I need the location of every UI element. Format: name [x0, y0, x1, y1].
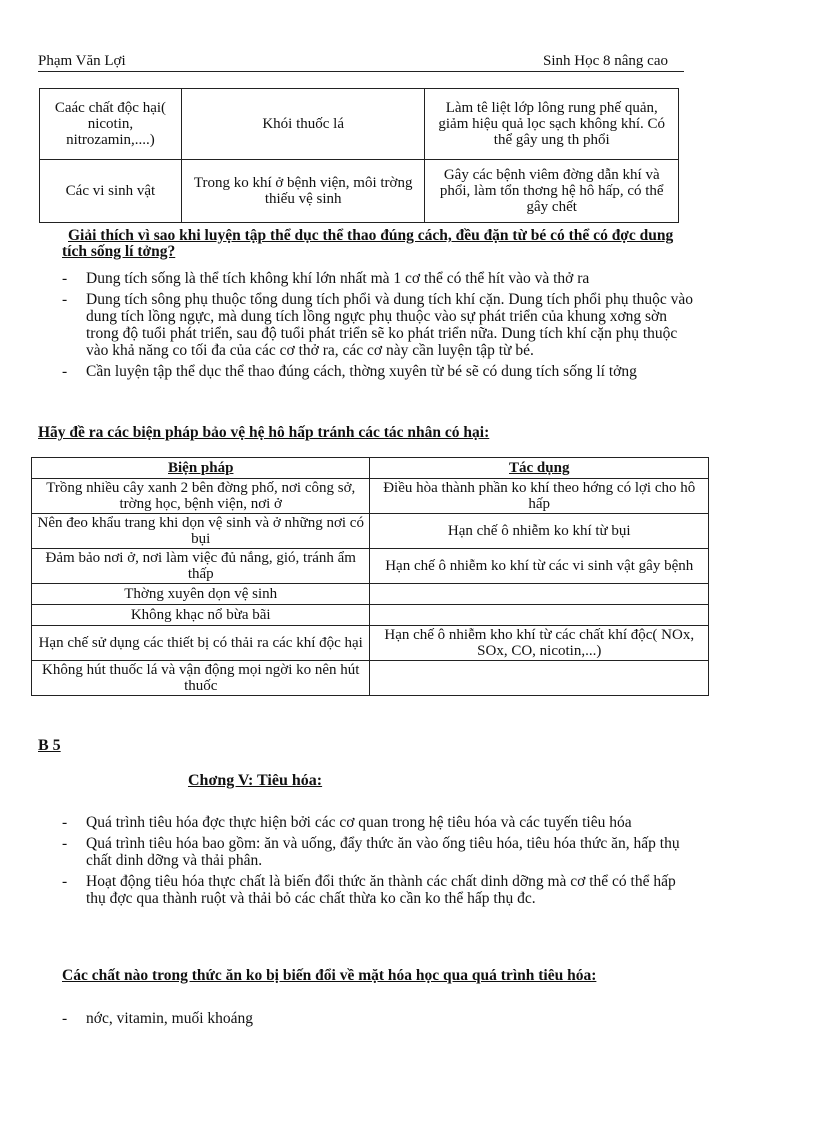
list-item-text: Quá trình tiêu hóa đợc thực hiện bởi các cơ quan trong hệ tiêu hóa và các tuyến tiêu hóa	[86, 814, 632, 831]
table-cell: Làm tê liệt lớp lông rung phế quản, giảm hiệu quả lọc sạch không khí. Có thể gây ung th phổi	[425, 89, 679, 160]
table-cell: Điều hòa thành phần ko khí theo hớng có lợi cho hô hấp	[370, 479, 709, 514]
table-cell: Trồng nhiều cây xanh 2 bên đờng phố, nơi công sở, trờng học, bệnh viện, nơi ở	[32, 479, 370, 514]
bullet-dash: -	[62, 814, 68, 831]
bullet-dash: -	[62, 873, 68, 890]
list-item-text: Dung tích sông phụ thuộc tổng dung tích phổi và dung tích khí cặn. Dung tích phổi phụ thuộc vào dung tích lồng ngực, mà dung tích lồng ngực phụ thuộc vào sự phát triển của khung xơng sờn trong độ tuổi phát triển, sau độ tuổi phát triển sẽ ko phát triển nữa. Dung tích khí cặn phụ thuộc vào khả năng co tối đa của các cơ thở ra, các cơ này cần luyện tập từ bé.	[86, 291, 694, 359]
table-cell: Hạn chế ô nhiễm ko khí từ bụi	[370, 514, 709, 549]
list-item-text: Hoạt động tiêu hóa thực chất là biến đổi thức ăn thành các chất dinh dỡng mà cơ thể có thể hấp thụ đợc qua thành ruột và thải bỏ các chất thừa ko cần ko thể hấp thụ đc.	[86, 873, 676, 907]
column-header: Biện pháp	[32, 458, 370, 479]
table-cell: Thờng xuyên dọn vệ sinh	[32, 584, 370, 605]
list-item-text: Cần luyện tập thể dục thể thao đúng cách, thờng xuyên từ bé sẽ có dung tích sống lí tởng	[86, 363, 637, 380]
unchanged-list	[38, 1010, 698, 1031]
table-cell: Các vi sinh vật	[40, 160, 182, 223]
bullet-dash: -	[62, 835, 68, 852]
list-item-text: nớc, vitamin, muối khoáng	[86, 1010, 254, 1027]
table-row	[32, 584, 709, 605]
table-cell: Đảm bảo nơi ở, nơi làm việc đủ nắng, gió, tránh ẩm thấp	[32, 549, 370, 584]
list-item	[38, 814, 698, 831]
table-header-row	[32, 458, 709, 479]
list-item	[38, 1010, 698, 1027]
table-cell	[370, 661, 709, 696]
table-cell: Không hút thuốc lá và vận động mọi ngời ko nên hút thuốc	[32, 661, 370, 696]
table-cell	[370, 584, 709, 605]
bullet-dash: -	[62, 1010, 68, 1027]
bullet-dash: -	[62, 363, 68, 380]
list-item-text: Quá trình tiêu hóa bao gồm: ăn và uống, đẩy thức ăn vào ống tiêu hóa, tiêu hóa thức ăn, hấp thụ chất dinh dỡng và thải phân.	[86, 835, 680, 869]
table-row	[32, 661, 709, 696]
chapter-title: Chơng V: Tiêu hóa:	[188, 772, 323, 789]
table-row	[40, 160, 679, 223]
table-row	[32, 549, 709, 584]
question-heading-2: Các chất nào trong thức ăn ko bị biến đổi về mặt hóa học qua quá trình tiêu hóa:	[62, 967, 597, 984]
list-item	[38, 270, 698, 287]
list-item	[38, 291, 698, 359]
header-divider	[38, 71, 684, 72]
table-cell: Gây các bệnh viêm đờng dẫn khí và phổi, làm tổn thơng hệ hô hấp, có thể gây chết	[425, 160, 679, 223]
header-author: Phạm Văn Lợi	[38, 53, 126, 69]
table-cell: Hạn chế ô nhiễm kho khí từ các chất khí độc( NOx, SOx, CO, nicotin,...)	[370, 626, 709, 661]
table-row	[32, 605, 709, 626]
question-heading: Giải thích vì sao khi luyện tập thể dục thể thao đúng cách, đều đặn từ bé có thể có đợc dung tích sống lí tởng?	[62, 227, 674, 260]
table-row	[32, 514, 709, 549]
table-row	[32, 479, 709, 514]
table-cell: Trong ko khí ở bệnh viện, môi trờng thiếu vệ sinh	[181, 160, 425, 223]
column-header: Tác dụng	[370, 458, 709, 479]
lesson-number: B 5	[38, 737, 61, 754]
table-cell: Nên đeo khẩu trang khi dọn vệ sinh và ở những nơi có bụi	[32, 514, 370, 549]
digestion-list	[38, 814, 698, 911]
list-item	[38, 835, 698, 869]
list-item-text: Dung tích sống là thể tích không khí lớn nhất mà 1 cơ thể có thể hít vào và thở ra	[86, 270, 590, 287]
toxins-table	[39, 88, 679, 223]
header-subject: Sinh Học 8 nâng cao	[543, 53, 668, 69]
table-cell: Caác chất độc hại( nicotin, nitrozamin,....)	[40, 89, 182, 160]
list-item	[38, 873, 698, 907]
bullet-dash: -	[62, 270, 68, 287]
table-cell: Hạn chế ô nhiễm ko khí từ các vi sinh vật gây bệnh	[370, 549, 709, 584]
measures-heading: Hãy đề ra các biện pháp bảo vệ hệ hô hấp tránh các tác nhân có hại:	[38, 424, 490, 441]
table-cell	[370, 605, 709, 626]
table-cell: Khói thuốc lá	[181, 89, 425, 160]
table-cell: Hạn chế sử dụng các thiết bị có thải ra các khí độc hại	[32, 626, 370, 661]
bullet-dash: -	[62, 291, 68, 308]
answer-list	[38, 270, 698, 384]
table-row	[32, 626, 709, 661]
measures-table	[31, 457, 709, 696]
table-row	[40, 89, 679, 160]
list-item	[38, 363, 698, 380]
table-cell: Không khạc nổ bừa bãi	[32, 605, 370, 626]
